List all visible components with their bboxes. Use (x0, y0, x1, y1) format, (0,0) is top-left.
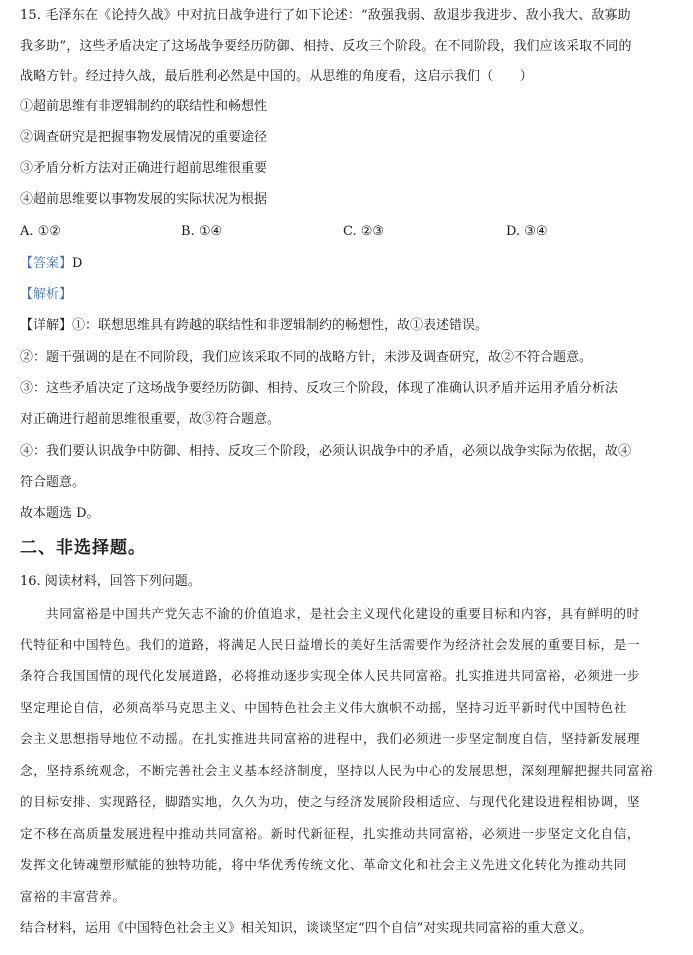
q16-material-line-4: 坚定理论自信，必须高举马克思主义、中国特色社会主义伟大旗帜不动摇，坚持习近平新时代中国特色社 (20, 700, 627, 715)
q15-answer (20, 256, 82, 272)
q16-material-line-1: 共同富裕是中国共产党矢志不渝的价值追求，是社会主义现代化建设的重要目标和内容，具有鲜明的时 (46, 606, 640, 621)
analysis-line-6: 符合题意。 (20, 475, 86, 490)
analysis-tag: 【解析】 (20, 287, 73, 302)
q16-material-line-7: 的目标安排、实现路径，脚踏实地，久久为功，使之与经济发展阶段相适应、与现代化建设进程相协调，坚 (20, 794, 641, 809)
analysis-conclusion: 故本题选 D。 (20, 506, 100, 521)
q15-statement-3: ③矛盾分析方法对正确进行超前思维很重要 (20, 161, 268, 176)
q16-material-line-6: 念，坚持系统观念，不断完善社会主义基本经济制度，坚持以人民为中心的发展思想，深刻理解把握共同富裕 (20, 763, 654, 778)
q15-statement-2: ②调查研究是把握事物发展情况的重要途径 (20, 130, 268, 145)
q16-material-line-8: 定不移在高质量发展进程中推动共同富裕。新时代新征程，扎实推动共同富裕，必须进一步坚定文化自信， (20, 826, 641, 841)
q16-material-line-9: 发挥文化铸魂塑形赋能的独特功能，将中华优秀传统文化、革命文化和社会主义先进文化转化为推动共同 (20, 857, 627, 872)
analysis-line-5: ④：我们要认识战争中防御、相持、反攻三个阶段，必须认识战争中的矛盾，必须以战争实际为依据，故④ (20, 444, 632, 459)
q15-option-d: D. ③④ (506, 224, 548, 239)
answer-value: D (72, 256, 83, 271)
q15-statement-1: ①超前思维有非逻辑制约的联结性和畅想性 (20, 99, 268, 114)
q15-option-c: C. ②③ (343, 224, 385, 239)
q15-option-b: B. ①④ (181, 224, 223, 239)
q15-stem-line-3: 战略方针。经过持久战，最后胜利必然是中国的。从思维的角度看，这启示我们（ ） (20, 69, 533, 84)
analysis-line-3: ③：这些矛盾决定了这场战争要经历防御、相持、反攻三个阶段，体现了准确认识矛盾并运用矛盾分析法 (20, 381, 619, 396)
analysis-line-2: ②：题干强调的是在不同阶段，我们应该采取不同的战略方针，未涉及调查研究，故②不符合题意。 (20, 350, 593, 365)
q16-material-line-2: 代特征和中国特色。我们的道路，将满足人民日益增长的美好生活需要作为经济社会发展的重要目标，是一 (20, 637, 641, 652)
q15-stem-line-1: 15. 毛泽东在《论持久战》中对抗日战争进行了如下论述：“敌强我弱、敌退步我进步、敌小我大、敌寡助 (20, 8, 631, 23)
q15-options-row (20, 224, 680, 240)
q16-intro: 16. 阅读材料，回答下列问题。 (20, 574, 201, 589)
q16-material-line-5: 会主义思想指导地位不动摇。在扎实推进共同富裕的进程中，我们必须进一步坚定制度自信，坚持新发展理 (20, 731, 641, 746)
q16-material-line-3: 条符合我国国情的现代化发展道路，必将推动逐步实现全体人民共同富裕。扎实推进共同富裕，必须进一步 (20, 668, 641, 683)
q16-material-line-10: 富裕的丰富营养。 (20, 889, 126, 904)
q15-option-a: A. ①② (20, 224, 61, 239)
answer-tag: 【答案】 (20, 256, 73, 271)
analysis-line-4: 对正确进行超前思维很重要，故③符合题意。 (20, 412, 281, 427)
analysis-line-1: 【详解】①：联想思维具有跨越的联结性和非逻辑制约的畅想性，故①表述错误。 (20, 318, 489, 333)
q15-statement-4: ④超前思维要以事物发展的实际状况为根据 (20, 192, 268, 207)
section-title: 二、非选择题。 (20, 538, 146, 558)
q15-stem-line-2: 我多助”，这些矛盾决定了这场战争要经历防御、相持、反攻三个阶段。在不同阶段，我们应该采取不同的 (20, 39, 632, 54)
q16-task: 结合材料，运用《中国特色社会主义》相关知识，谈谈坚定“四个自信”对实现共同富裕的重大意义。 (20, 921, 593, 936)
